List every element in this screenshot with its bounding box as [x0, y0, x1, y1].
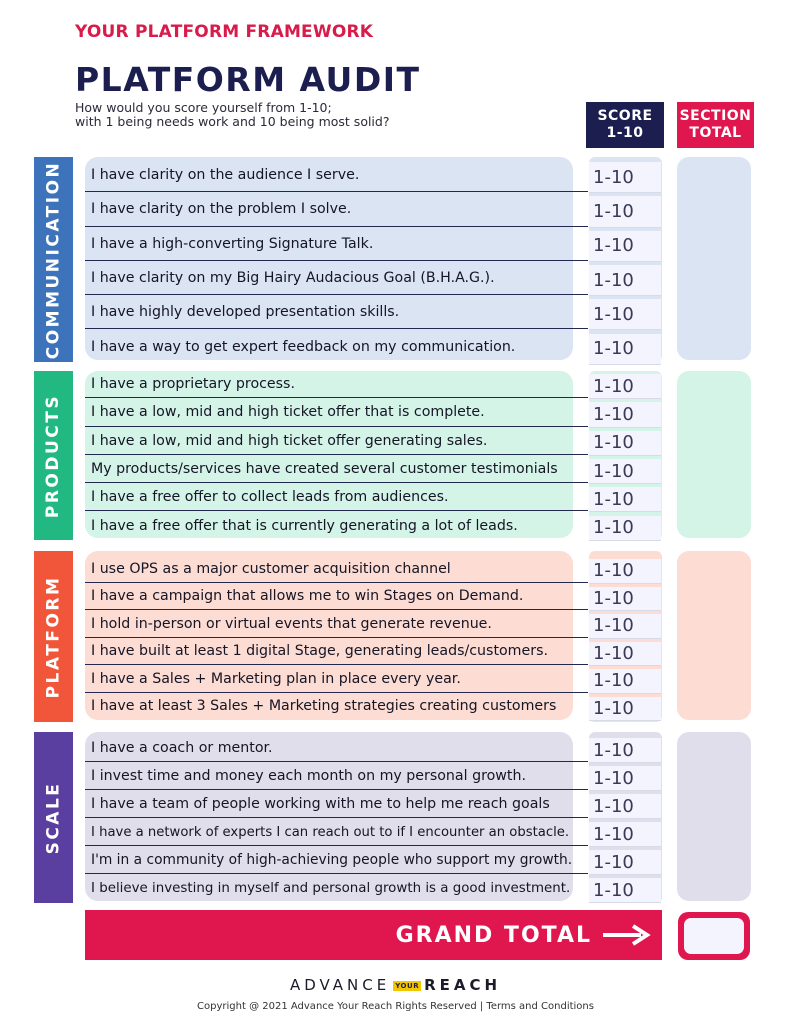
score-input[interactable]: 1-10: [589, 642, 661, 667]
score-input[interactable]: 1-10: [589, 265, 661, 296]
question-text: I have a low, mid and high ticket offer that is complete.: [91, 404, 485, 421]
question-row: [85, 583, 588, 611]
section-label-scale: [34, 732, 73, 903]
score-input[interactable]: 1-10: [589, 669, 661, 694]
question-text: I have at least 3 Sales + Marketing strategies creating customers: [91, 698, 557, 715]
question-row: [85, 330, 588, 364]
question-row: [85, 427, 588, 455]
section-total-input[interactable]: [677, 732, 751, 901]
score-input[interactable]: 1-10: [589, 516, 661, 541]
question-row: [85, 512, 588, 540]
section-total-input[interactable]: [677, 371, 751, 538]
score-column-header: [586, 102, 664, 148]
score-input[interactable]: 1-10: [589, 822, 661, 847]
question-row: [85, 610, 588, 638]
score-input[interactable]: 1-10: [589, 614, 661, 639]
score-input[interactable]: 1-10: [589, 231, 661, 262]
score-input[interactable]: 1-10: [589, 794, 661, 819]
question-text: I'm in a community of high-achieving people who support my growth.: [91, 852, 573, 868]
question-text: I have clarity on the problem I solve.: [91, 201, 352, 218]
advance-your-reach-logo: [0, 976, 791, 994]
score-input[interactable]: 1-10: [589, 431, 661, 456]
question-row: [85, 295, 588, 329]
instructions-line-1: How would you score yourself from 1-10;: [75, 100, 332, 115]
question-text: I use OPS as a major customer acquisition channel: [91, 560, 451, 577]
question-row: [85, 734, 588, 762]
question-text: I have clarity on my Big Hairy Audacious Goal (B.H.A.G.).: [91, 270, 495, 287]
question-row: [85, 762, 588, 790]
question-row: [85, 846, 588, 874]
question-text: I have clarity on the audience I serve.: [91, 167, 360, 184]
question-text: I invest time and money each month on my personal growth.: [91, 768, 526, 784]
score-input[interactable]: 1-10: [589, 299, 661, 330]
grand-total-input[interactable]: [678, 912, 750, 960]
question-text: I have a Sales + Marketing plan in place every year.: [91, 670, 461, 687]
score-input[interactable]: 1-10: [589, 334, 661, 365]
question-text: I believe investing in myself and personal growth is a good investment.: [91, 880, 571, 896]
score-input[interactable]: 1-10: [589, 402, 661, 427]
score-input[interactable]: 1-10: [589, 587, 661, 612]
score-header-line-1: SCORE: [597, 108, 653, 124]
question-text: I have a network of experts I can reach out to if I encounter an obstacle.: [91, 824, 570, 840]
score-input[interactable]: 1-10: [589, 374, 661, 399]
question-text: I have a free offer to collect leads from audiences.: [91, 489, 449, 506]
section-name: SCALE: [43, 781, 64, 854]
section-label-platform: [34, 551, 73, 722]
grand-total-label: GRAND TOTAL: [395, 922, 592, 948]
score-input[interactable]: 1-10: [589, 196, 661, 227]
grand-total-bar: [85, 910, 662, 960]
question-text: I have a coach or mentor.: [91, 740, 273, 756]
question-row: [85, 818, 588, 846]
section-label-products: [34, 371, 73, 540]
instructions-line-2: with 1 being needs work and 10 being most solid?: [75, 114, 390, 129]
instructions: [75, 101, 495, 129]
question-text: I have a campaign that allows me to win Stages on Demand.: [91, 588, 524, 605]
section-name: COMMUNICATION: [43, 160, 64, 359]
question-text: I have highly developed presentation skills.: [91, 304, 400, 321]
score-input[interactable]: 1-10: [589, 459, 661, 484]
section-label-communication: [34, 157, 73, 362]
section-total-input[interactable]: [677, 551, 751, 720]
question-row: [85, 192, 588, 226]
question-row: [85, 455, 588, 483]
question-row: [85, 665, 588, 693]
question-text: My products/services have created several customer testimonials: [91, 461, 558, 478]
page-title: PLATFORM AUDIT: [75, 60, 421, 99]
logo-advance: ADVANCE: [289, 976, 391, 994]
logo-your-badge: YOUR: [395, 981, 420, 990]
question-row: [85, 790, 588, 818]
question-row: [85, 158, 588, 192]
score-header-line-2: 1-10: [606, 125, 644, 141]
framework-kicker: YOUR PLATFORM FRAMEWORK: [75, 22, 374, 42]
score-input[interactable]: 1-10: [589, 162, 661, 193]
score-input[interactable]: 1-10: [589, 487, 661, 512]
section-total-column-header: [677, 102, 754, 148]
section-total-input[interactable]: [677, 157, 751, 360]
question-text: I have a free offer that is currently generating a lot of leads.: [91, 517, 518, 534]
section-total-header-line-2: TOTAL: [689, 125, 742, 141]
question-row: [85, 227, 588, 261]
question-text: I have built at least 1 digital Stage, generating leads/customers.: [91, 643, 548, 660]
section-total-header-line-1: SECTION: [679, 108, 752, 124]
question-text: I have a team of people working with me to help me reach goals: [91, 796, 550, 812]
section-name: PLATFORM: [43, 575, 64, 698]
score-input[interactable]: 1-10: [589, 697, 661, 722]
score-input[interactable]: 1-10: [589, 738, 661, 763]
question-text: I hold in-person or virtual events that generate revenue.: [91, 615, 492, 632]
question-row: [85, 398, 588, 426]
question-row: [85, 693, 588, 721]
score-input[interactable]: 1-10: [589, 559, 661, 584]
question-row: [85, 874, 588, 902]
question-text: I have a proprietary process.: [91, 376, 295, 393]
question-text: I have a high-converting Signature Talk.: [91, 235, 374, 252]
copyright-notice: Copyright @ 2021 Advance Your Reach Rights Reserved | Terms and Conditions: [197, 1001, 594, 1012]
question-row: [85, 483, 588, 511]
logo-reach: REACH: [424, 976, 502, 994]
question-row: [85, 261, 588, 295]
score-input[interactable]: 1-10: [589, 766, 661, 791]
question-row: [85, 638, 588, 666]
score-input[interactable]: 1-10: [589, 878, 661, 903]
section-name: PRODUCTS: [43, 393, 64, 518]
question-text: I have a way to get expert feedback on my communication.: [91, 338, 516, 355]
arrow-right-icon: [601, 922, 653, 948]
score-input[interactable]: 1-10: [589, 850, 661, 875]
question-row: [85, 370, 588, 398]
question-text: I have a low, mid and high ticket offer generating sales.: [91, 432, 488, 449]
question-row: [85, 555, 588, 583]
